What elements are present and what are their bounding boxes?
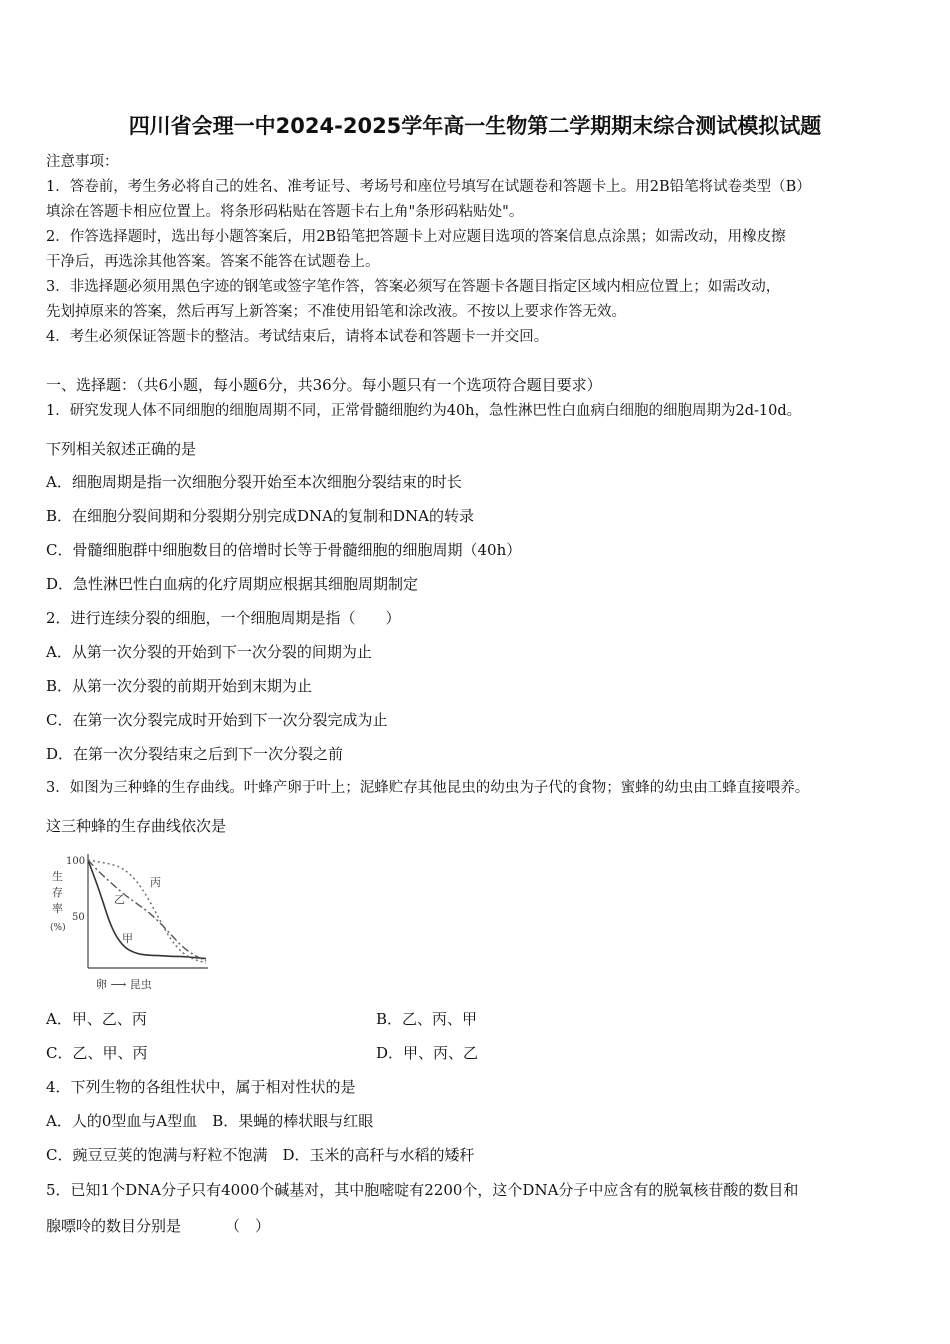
y-axis-label-3: 率 bbox=[52, 902, 63, 915]
y-tick-label: 100 bbox=[66, 856, 86, 867]
question-2-stem: 2．进行连续分裂的细胞，一个细胞周期是指（ ） bbox=[46, 609, 401, 627]
series-label-bing: 丙 bbox=[150, 876, 161, 889]
notice-line: 干净后，再选涂其他答案。答案不能答在试题卷上。 bbox=[46, 254, 380, 270]
section-heading: 一、选择题：（共6小题，每小题6分，共36分。每小题只有一个选项符合题目要求） bbox=[46, 376, 602, 394]
notice-line: 3．非选择题必须用黑色字迹的钢笔或签字笔作答，答案必须写在答题卡各题目指定区域内相应位置上；如需改动， bbox=[46, 279, 781, 295]
question-2-option-d: D．在第一次分裂结束之后到下一次分裂之前 bbox=[46, 745, 344, 763]
question-3-option-b: B．乙、丙、甲 bbox=[376, 1010, 478, 1028]
y-axis-label-2: 存 bbox=[52, 886, 63, 899]
question-2-option-a: A．从第一次分裂的开始到下一次分裂的间期为止 bbox=[46, 643, 372, 661]
x-axis-label: 卵 ⟶ 昆虫 bbox=[96, 978, 152, 991]
question-1-option-c: C．骨髓细胞群中细胞数目的倍增时长等于骨髓细胞的细胞周期（40h） bbox=[46, 541, 522, 559]
notice-line: 填涂在答题卡相应位置上。将条形码粘贴在答题卡右上角"条形码粘贴处"。 bbox=[46, 204, 524, 220]
question-5-stem: 5．已知1个DNA分子只有4000个碱基对，其中胞嘧啶有2200个，这个DNA分子中应含有的脱氧核苷酸的数目和 bbox=[46, 1181, 799, 1199]
question-4-options-cd: C．豌豆豆荚的饱满与籽粒不饱满 D．玉米的高秆与水稻的矮秆 bbox=[46, 1146, 475, 1164]
series-label-yi: 乙 bbox=[114, 893, 125, 906]
question-3-stem: 3．如图为三种蜂的生存曲线。叶蜂产卵于叶上；泥蜂贮存其他昆虫的幼虫为子代的食物；蜜蜂的幼虫由工蜂直接喂养。 bbox=[46, 780, 810, 796]
question-2-option-c: C．在第一次分裂完成时开始到下一次分裂完成为止 bbox=[46, 711, 388, 729]
question-3-option-d: D．甲、丙、乙 bbox=[376, 1044, 479, 1062]
series-label-jia: 甲 bbox=[122, 932, 133, 945]
question-3-stem-cont: 这三种蜂的生存曲线依次是 bbox=[46, 817, 227, 835]
question-4-options-ab: A．人的0型血与A型血 B．果蝇的棒状眼与红眼 bbox=[46, 1112, 374, 1130]
answer-paren: （ ） bbox=[225, 1217, 271, 1235]
question-5-stem-cont bbox=[46, 1216, 270, 1236]
question-1-option-a: A．细胞周期是指一次细胞分裂开始至本次细胞分裂结束的时长 bbox=[46, 473, 462, 491]
y-axis-label-1: 生 bbox=[52, 870, 63, 883]
notice-line: 1．答卷前，考生务必将自己的姓名、准考证号、考场号和座位号填写在试题卷和答题卡上。用2B铅笔将试卷类型（B） bbox=[46, 179, 811, 195]
question-1-option-d: D．急性淋巴性白血病的化疗周期应根据其细胞周期制定 bbox=[46, 575, 419, 593]
y-tick-label: 50 bbox=[72, 912, 85, 923]
notice-line: 2．作答选择题时，选出每小题答案后，用2B铅笔把答题卡上对应题目选项的答案信息点涂黑；如需改动，用橡皮擦 bbox=[46, 229, 786, 245]
question-1-stem: 1．研究发现人体不同细胞的细胞周期不同，正常骨髓细胞约为40h，急性淋巴性白血病白细胞的细胞周期为2d-10d。 bbox=[46, 403, 802, 419]
question-2-option-b: B．从第一次分裂的前期开始到末期为止 bbox=[46, 677, 313, 695]
page-title: 四川省会理一中2024-2025学年高一生物第二学期期末综合测试模拟试题 bbox=[128, 114, 822, 138]
question-3-option-a: A．甲、乙、丙 bbox=[46, 1010, 147, 1028]
y-axis-label-unit: (%) bbox=[50, 923, 66, 933]
question-5-stem-text: 腺嘌呤的数目分别是 bbox=[46, 1217, 182, 1235]
survival-curve-chart bbox=[44, 846, 214, 994]
notice-heading: 注意事项： bbox=[46, 154, 119, 170]
question-1-option-b: B．在细胞分裂间期和分裂期分别完成DNA的复制和DNA的转录 bbox=[46, 507, 474, 525]
series-line-jia bbox=[88, 860, 206, 959]
question-1-stem-cont: 下列相关叙述正确的是 bbox=[46, 440, 197, 458]
notice-line: 4．考生必须保证答题卡的整洁。考试结束后，请将本试卷和答题卡一并交回。 bbox=[46, 329, 549, 345]
question-3-option-c: C．乙、甲、丙 bbox=[46, 1044, 148, 1062]
question-4-stem: 4．下列生物的各组性状中，属于相对性状的是 bbox=[46, 1078, 356, 1096]
notice-line: 先划掉原来的答案，然后再写上新答案；不准使用铅笔和涂改液。不按以上要求作答无效。 bbox=[46, 304, 626, 320]
